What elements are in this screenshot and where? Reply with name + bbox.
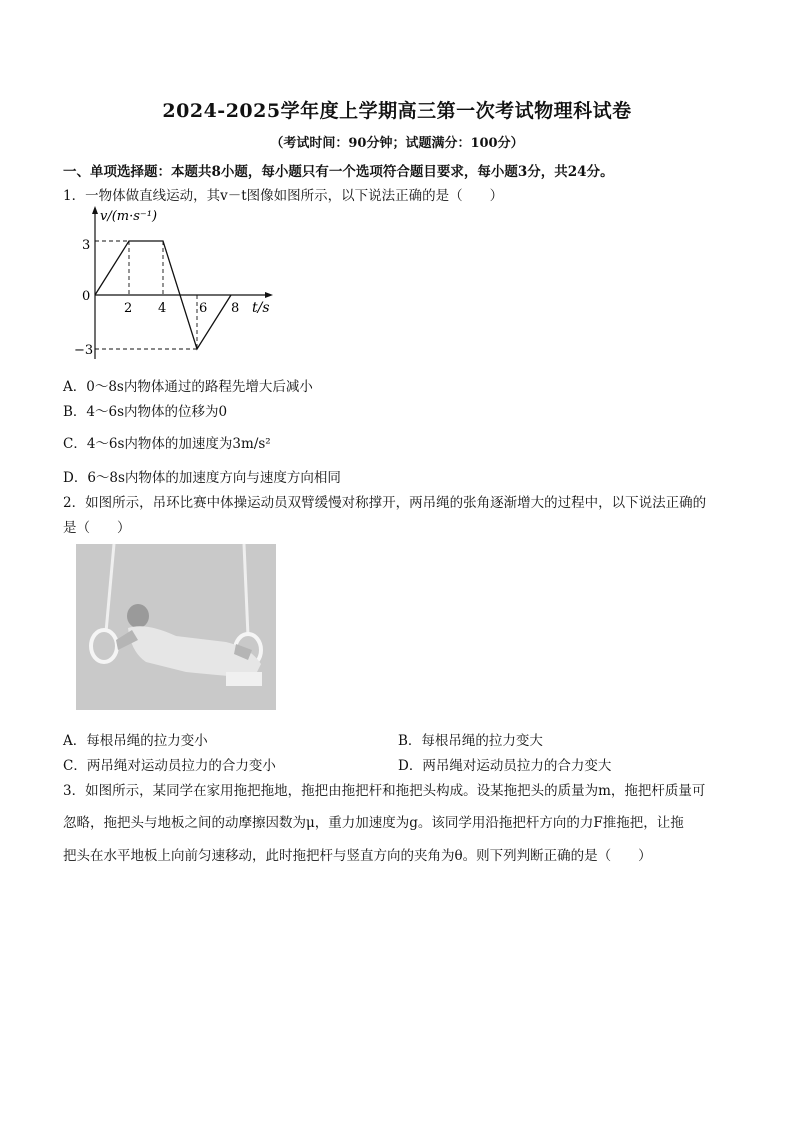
x-axis-label: t/s — [252, 300, 270, 316]
question-2-stem-cont: 是（ ） — [63, 520, 131, 536]
y-tick-label: 3 — [82, 238, 91, 253]
question-2-option-b: B．每根吊绳的拉力变大 — [398, 733, 543, 749]
y-axis-arrow — [92, 206, 98, 214]
x-tick-label: 2 — [124, 301, 133, 316]
question-1-option-b: B．4～6s内物体的位移为0 — [63, 404, 228, 420]
question-3-stem-cont-2: 把头在水平地板上向前匀速移动，此时拖把杆与竖直方向的夹角为θ。则下列判断正确的是（ ） — [63, 848, 652, 864]
y-tick-label: −3 — [74, 343, 94, 358]
question-1-option-a: A．0～8s内物体通过的路程先增大后减小 — [63, 379, 313, 395]
question-1-stem: 1．一物体做直线运动，其v－t图像如图所示，以下说法正确的是（ ） — [63, 188, 504, 204]
y-axis-label: v/(m·s⁻¹) — [100, 209, 158, 224]
x-tick-label: 8 — [231, 301, 240, 316]
x-axis-arrow — [265, 292, 273, 298]
x-tick-label: 4 — [158, 301, 167, 316]
question-1-option-d: D．6～8s内物体的加速度方向与速度方向相同 — [63, 470, 341, 486]
vt-graph — [74, 204, 280, 364]
question-2-option-a: A．每根吊绳的拉力变小 — [63, 733, 208, 749]
question-3-stem: 3．如图所示，某同学在家用拖把拖地，拖把由拖把杆和拖把头构成。设某拖把头的质量为m，拖把杆质量可 — [63, 783, 706, 799]
x-tick-label: 6 — [199, 301, 208, 316]
gymnast-rings-photo — [76, 544, 276, 710]
question-2-option-d: D．两吊绳对运动员拉力的合力变大 — [398, 758, 612, 774]
question-2-option-c: C．两吊绳对运动员拉力的合力变小 — [63, 758, 276, 774]
y-tick-label: 0 — [82, 289, 91, 304]
exam-info: （考试时间：90分钟；试题满分：100分） — [270, 136, 524, 151]
page-title: 2024-2025学年度上学期高三第一次考试物理科试卷 — [162, 100, 632, 122]
question-3-stem-cont: 忽略，拖把头与地板之间的动摩擦因数为μ，重力加速度为g。该同学用沿拖把杆方向的力F推拖把，让拖 — [63, 815, 684, 831]
question-1-option-c: C．4～6s内物体的加速度为3m/s² — [63, 436, 271, 452]
section-heading: 一、单项选择题：本题共8小题，每小题只有一个选项符合题目要求，每小题3分，共24分。 — [63, 164, 614, 180]
question-2-stem: 2．如图所示，吊环比赛中体操运动员双臂缓慢对称撑开，两吊绳的张角逐渐增大的过程中，以下说法正确的 — [63, 495, 707, 511]
